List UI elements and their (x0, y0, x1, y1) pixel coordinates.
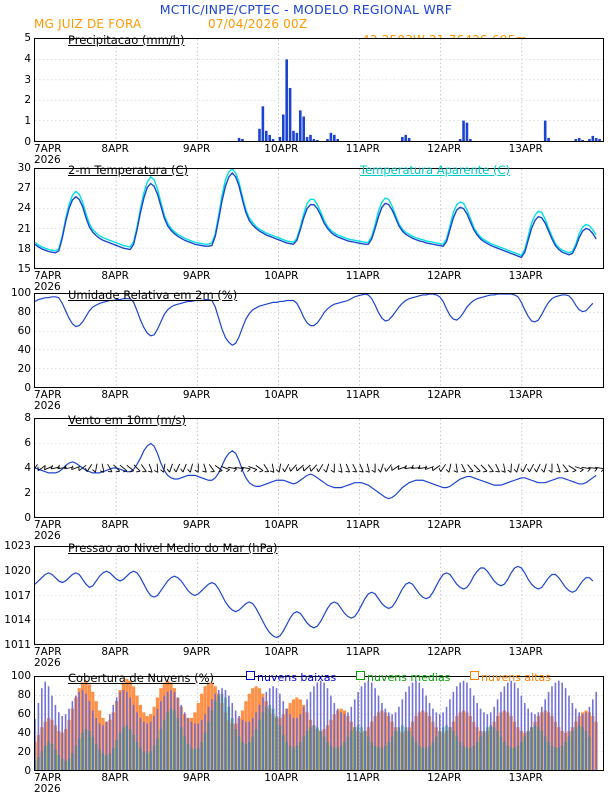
yaxis-pressure (0, 540, 34, 651)
x-tick-label: 13APR (508, 519, 543, 531)
x-tick-label: 10APR (264, 389, 299, 401)
x-tick-label: 9APR (182, 772, 211, 784)
x-tick-label: 7APR (34, 772, 62, 784)
y-tick-label: 27 (17, 182, 31, 195)
y-tick-label: 1017 (4, 589, 31, 602)
x-tick-label: 12APR (427, 772, 462, 784)
y-tick-label: 3 (24, 73, 31, 86)
x-tick-label: 11APR (345, 519, 380, 531)
y-tick-label: 80 (17, 306, 31, 318)
x-tick-label: 10APR (264, 270, 299, 282)
x-tick-label: 7APR (34, 519, 62, 531)
x-tick-label: 8APR (101, 270, 129, 282)
x-tick-label: 8APR (101, 646, 129, 658)
x-tick-label: 10APR (264, 646, 299, 658)
panel-title-clouds: Cobertura de Nuvens (%) (68, 671, 215, 685)
y-tick-label: 8 (24, 412, 31, 424)
y-tick-label: 5 (24, 32, 31, 44)
x-tick-label: 12APR (427, 270, 462, 282)
yaxis-precipitation (0, 32, 34, 148)
y-tick-label: 15 (17, 263, 31, 275)
station-name: MG JUIZ DE FORA (34, 17, 142, 31)
x-tick-label: 12APR (427, 519, 462, 531)
y-tick-label: 1 (24, 115, 31, 128)
panel-humidity (34, 293, 604, 388)
y-tick-label: 4 (24, 52, 31, 65)
x-tick-label: 9APR (182, 143, 211, 155)
x-tick-label: 10APR (264, 519, 299, 531)
x-tick-label: 11APR (345, 143, 380, 155)
yaxis-temperature (0, 162, 34, 275)
panel-title-temperature: 2-m Temperatura (C) (68, 163, 189, 177)
xaxis-wind (0, 519, 612, 541)
y-tick-label: 20 (17, 363, 31, 375)
y-tick-label: 40 (17, 344, 31, 356)
y-tick-label: 21 (17, 222, 31, 235)
x-tick-label: 9APR (182, 519, 211, 531)
x-tick-label: 13APR (508, 143, 543, 155)
yaxis-wind (0, 412, 34, 524)
y-tick-label: 2 (24, 487, 31, 499)
y-tick-label: 1014 (4, 614, 31, 627)
yaxis-humidity (0, 287, 34, 394)
x-tick-label: 8APR (101, 389, 129, 401)
legend-swatch-low-icon (246, 671, 255, 680)
x-axis-year: 2026 (34, 400, 61, 412)
x-tick-label: 7APR (34, 646, 62, 658)
x-tick-label: 12APR (427, 389, 462, 401)
panel-clouds (34, 676, 604, 771)
panel-title-wind: Vento em 10m (m/s) (68, 413, 187, 427)
x-tick-label: 13APR (508, 270, 543, 282)
y-tick-label: 2 (24, 94, 31, 107)
y-tick-label: 0 (24, 765, 31, 777)
x-tick-label: 9APR (182, 270, 211, 282)
x-axis-year: 2026 (34, 783, 61, 792)
y-tick-label: 24 (17, 202, 31, 215)
x-tick-label: 11APR (345, 389, 380, 401)
x-tick-label: 10APR (264, 143, 299, 155)
y-tick-label: 100 (10, 670, 31, 682)
xaxis-pressure (0, 646, 612, 668)
x-tick-label: 10APR (264, 772, 299, 784)
legend-swatch-high-icon (470, 671, 479, 680)
y-tick-label: 0 (24, 136, 31, 148)
x-axis-year: 2026 (34, 281, 61, 293)
x-tick-label: 7APR (34, 389, 62, 401)
xaxis-precipitation (0, 143, 612, 165)
panel-pressure (34, 546, 604, 645)
x-tick-label: 8APR (101, 772, 129, 784)
x-tick-label: 7APR (34, 143, 62, 155)
y-tick-label: 1011 (4, 639, 31, 651)
y-tick-label: 4 (24, 462, 31, 474)
x-tick-label: 11APR (345, 646, 380, 658)
y-tick-label: 1020 (4, 564, 31, 577)
x-tick-label: 8APR (101, 519, 129, 531)
y-tick-label: 60 (17, 708, 31, 720)
legend-clouds-low: nuvens baixas (246, 671, 336, 684)
y-tick-label: 100 (10, 287, 31, 299)
run-date: 07/04/2026 00Z (208, 17, 308, 31)
x-tick-label: 9APR (182, 389, 211, 401)
panel-title-precipitation: Precipitacao (mm/h) (68, 33, 185, 47)
x-tick-label: 7APR (34, 270, 62, 282)
x-tick-label: 13APR (508, 772, 543, 784)
panel-temperature (34, 168, 604, 269)
x-axis-year: 2026 (34, 530, 61, 542)
y-tick-label: 80 (17, 689, 31, 701)
yaxis-clouds (0, 670, 34, 777)
x-tick-label: 13APR (508, 389, 543, 401)
panel-precipitation (34, 38, 604, 142)
x-tick-label: 9APR (182, 646, 211, 658)
x-tick-label: 12APR (427, 143, 462, 155)
y-tick-label: 0 (24, 382, 31, 394)
y-tick-label: 30 (17, 162, 31, 174)
xaxis-humidity (0, 389, 612, 411)
x-tick-label: 11APR (345, 772, 380, 784)
x-axis-year: 2026 (34, 154, 61, 166)
x-axis-year: 2026 (34, 657, 61, 669)
legend-apparent-temperature: Temperatura Aparente (C) (360, 163, 511, 177)
x-tick-label: 8APR (101, 143, 129, 155)
legend-clouds-high: nuvens altas (470, 671, 551, 684)
y-tick-label: 1023 (4, 540, 31, 552)
y-tick-label: 0 (24, 512, 31, 524)
legend-swatch-mid-icon (356, 671, 365, 680)
y-tick-label: 60 (17, 325, 31, 337)
y-tick-label: 40 (17, 727, 31, 739)
xaxis-clouds (0, 772, 612, 792)
y-tick-label: 6 (24, 437, 31, 449)
page-title: MCTIC/INPE/CPTEC - MODELO REGIONAL WRF (159, 2, 453, 17)
legend-clouds-mid: nuvens medias (356, 671, 450, 684)
panel-title-pressure: Pressao ao Nivel Medio do Mar (hPa) (68, 541, 278, 555)
y-tick-label: 20 (17, 746, 31, 758)
x-tick-label: 13APR (508, 646, 543, 658)
panel-wind (34, 418, 604, 518)
x-tick-label: 12APR (427, 646, 462, 658)
panel-title-humidity: Umidade Relativa em 2m (%) (68, 288, 238, 302)
y-tick-label: 18 (17, 242, 31, 255)
x-tick-label: 11APR (345, 270, 380, 282)
